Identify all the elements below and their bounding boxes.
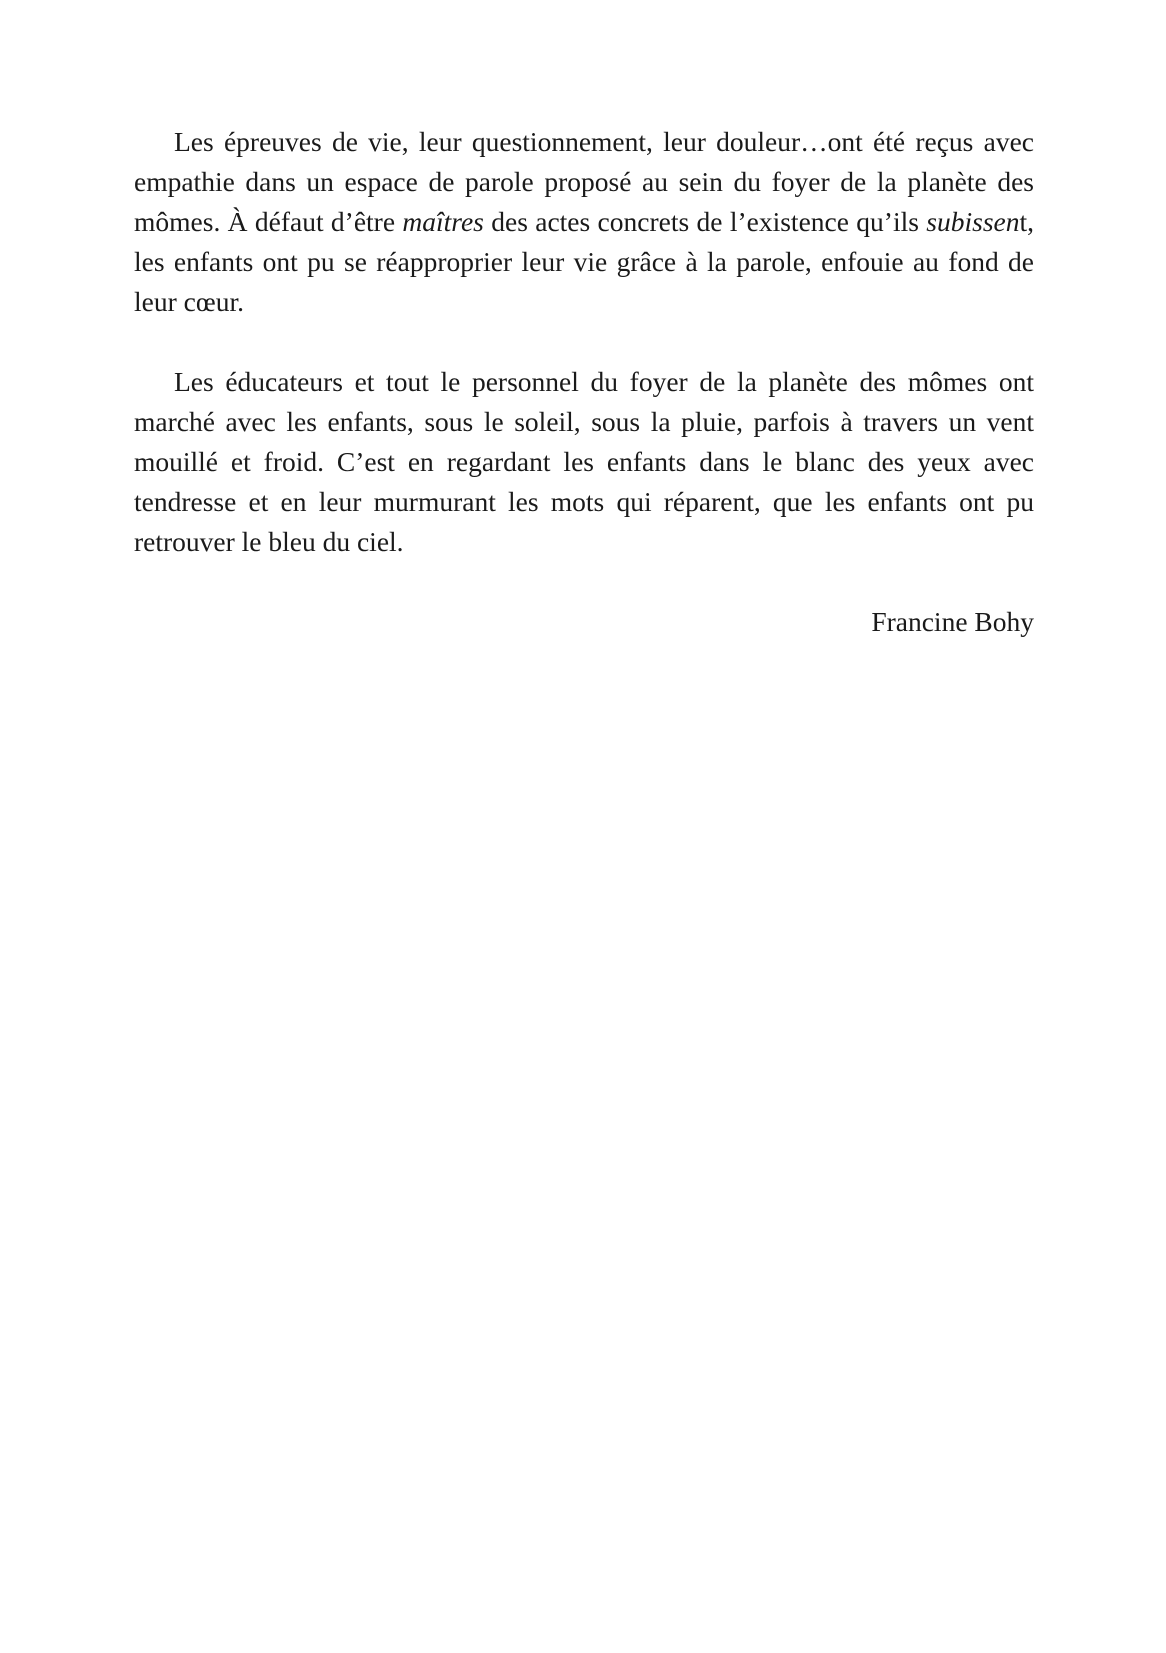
paragraph-1-text-c: t, les enfants ont pu se réapproprier leur vie grâce à la parole, enfouie au fond de leur cœur. [134,206,1034,317]
paragraph-1 [134,122,1034,322]
document-page [134,122,1034,642]
paragraph-2: Les éducateurs et tout le personnel du foyer de la planète des mômes ont marché avec les enfants, sous le soleil, sous la pluie, parfois à travers un vent mouillé et froid. C’est en regardant les enfants dans le blanc des yeux avec tendresse et en leur murmurant les mots qui réparent, que les enfants ont pu retrouver le bleu du ciel. [134,366,1034,557]
paragraph-1-text-a: Les épreuves de vie, leur questionnement, leur douleur…ont été reçus avec empathie dans un espace de parole proposé au sein du foyer de la planète des mômes. À défaut d’être [134,126,1034,237]
paragraph-1-italic-subissen: subissen [926,206,1020,237]
paragraph-1-text-b: des actes concrets de l’existence qu’ils [483,206,927,237]
signature: Francine Bohy [871,606,1034,637]
paragraph-1-italic-maitres: maîtres [402,206,484,237]
